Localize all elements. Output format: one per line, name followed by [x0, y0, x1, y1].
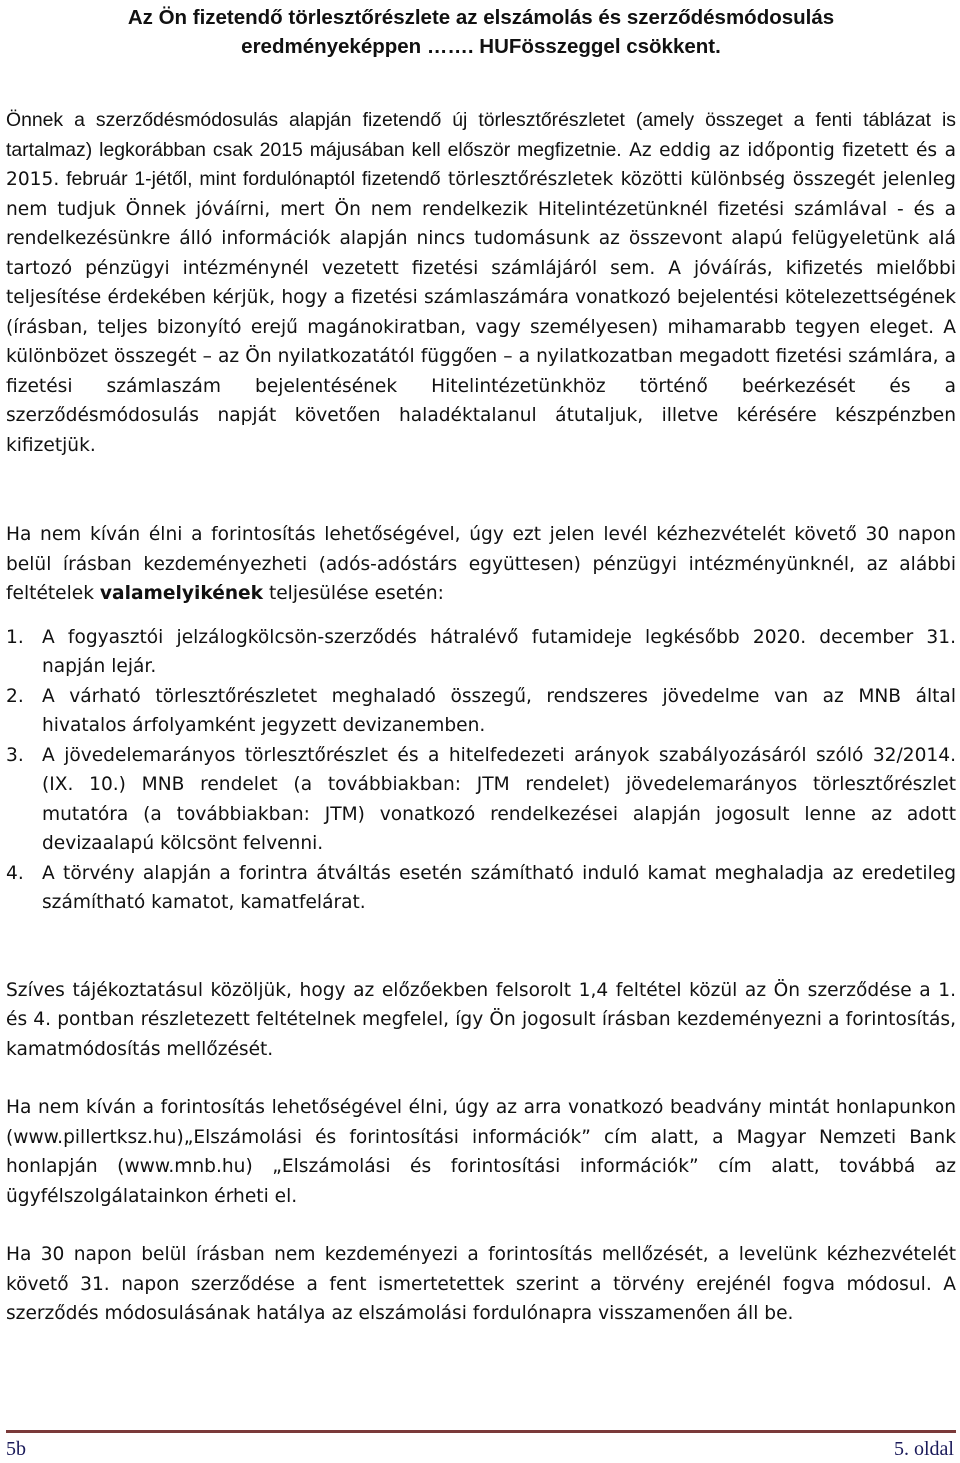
condition-text: A fogyasztói jelzálogkölcsön-szerződés hátralévő futamideje legkésőbb 2020. december 31. napján lejár.	[42, 626, 956, 677]
paragraph-opt-out-intro	[6, 520, 956, 609]
footer-document-code: 5b	[6, 1438, 26, 1460]
condition-item	[6, 859, 956, 918]
opt-out-intro-before: Ha nem kíván élni a forintosítás lehetőségével, úgy ezt jelen levél kézhezvételét követő 30 napon belül írásban kezdeményezheti (adós-adóstárs együttesen) pénzügyi intézményünknél, az alábbi feltételek	[6, 524, 956, 604]
document-page	[6, 0, 956, 1329]
condition-number: 4.	[6, 862, 24, 884]
opt-out-intro-bold: valamelyikének	[99, 583, 264, 604]
condition-item	[6, 682, 956, 741]
paragraph-refund-notice-part-1: Önnek a szerződésmódosulás alapján fizetendő új törlesztőrészletet (amely összeget a fenti táblázat is tartalmaz) legkorábban csak 2015 májusában kell először megfizetnie.	[6, 109, 956, 161]
footer-divider	[6, 1430, 956, 1433]
conditions-list	[6, 623, 956, 918]
footer-page-number: 5. oldal	[894, 1438, 954, 1460]
condition-text: A várható törlesztőrészletet meghaladó összegű, rendszeres jövedelme van az MNB által hivatalos árfolyamként jegyzett devizanemben.	[42, 685, 956, 736]
paragraph-eligibility: Szíves tájékoztatásul közöljük, hogy az előzőekben felsorolt 1,4 feltétel közül az Ön szerződése a 1. és 4. pontban részletezett feltételnek megfelel, így Ön jogosult írásban kezdeményezni a forintosítás, kamatmódosítás mellőzését.	[6, 979, 956, 1060]
paragraph-form-availability: Ha nem kíván a forintosítás lehetőségével élni, úgy az arra vonatkozó beadvány mintát honlapunkon (www.pillertksz.hu)„Elszámolási és forintosítási információk” cím alatt, a Magyar Nemzeti Bank honlapján (www.mnb.hu) „Elszámolási és forintosítási információk” cím alatt, továbbá az ügyfélszolgálatainkon érheti el.	[6, 1097, 956, 1207]
paragraph-refund-notice-rest: törlesztőrészletek közötti különbség összegét jelenleg nem tudjuk Önnek jóváírni, mert Ön nem rendelkezik Hitelintézetünknél fizetési számlával - és a rendelkezésünkre álló információk alapján nincs tudomásunk az összevont alapú felügyeletünk alá tartozó pénzügyi intézménynél vezetett fizetési számlájáról sem. A jóváírás, kifizetés mielőbbi teljesítése érdekében kérjük, hogy a fizetési számlaszámára vonatkozó bejelentési kötelezettségének (írásban, teljes bizonyító erejű magánokiratban, vagy személyesen) mihamarabb tegyen eleget. A különbözet összegét – az Ön nyilatkozatától függően – a nyilatkozatban megadott fizetési számlára, a fizetési számlaszám bejelentésének Hitelintézetünkhöz történő beérkezését és a szerződésmódosulás napját követően haladéktalanul átutaljuk, illetve kérésére készpénzben kifizetjük.	[6, 169, 956, 456]
document-heading	[6, 3, 956, 61]
condition-number: 3.	[6, 744, 24, 766]
condition-item	[6, 741, 956, 859]
paragraph-refund-notice-part-2: Az eddig az időpontig fizetett és a 2015.	[6, 139, 956, 190]
condition-number: 1.	[6, 626, 24, 648]
condition-text: A törvény alapján a forintra átváltás esetén számítható induló kamat meghaladja az eredetileg számítható kamatot, kamatfelárat.	[42, 862, 956, 913]
condition-text: A jövedelemarányos törlesztőrészlet és a hitelfedezeti arányok szabályozásáról szóló 32/2014. (IX. 10.) MNB rendelet (a továbbiakban: JTM rendelet) jövedelemarányos törlesztőrészlet mutatóra (a továbbiakban: JTM) vonatkozó rendelkezései alapján jogosult lenne az adott devizaalapú kölcsönt felvenni.	[42, 744, 956, 854]
condition-item	[6, 623, 956, 682]
paragraph-refund-notice-part-3: február 1-jétől, mint fordulónaptól fizetendő	[59, 168, 441, 190]
heading-line-2: eredményeképpen ……. HUFösszeggel csökkent.	[241, 35, 721, 58]
paragraph-refund-notice	[6, 106, 956, 460]
paragraph-automatic-modification: Ha 30 napon belül írásban nem kezdeményezi a forintosítás mellőzését, a levelünk kézhezvételét követő 31. napon szerződése a fent ismertetettek szerint a törvény erejénél fogva módosul. A szerződés módosulásának hatálya az elszámolási fordulónapra visszamenően áll be.	[6, 1244, 956, 1324]
condition-number: 2.	[6, 685, 24, 707]
opt-out-intro-after: teljesülése esetén:	[263, 583, 444, 604]
heading-line-1: Az Ön fizetendő törlesztőrészlete az elszámolás és szerződésmódosulás	[127, 6, 835, 29]
